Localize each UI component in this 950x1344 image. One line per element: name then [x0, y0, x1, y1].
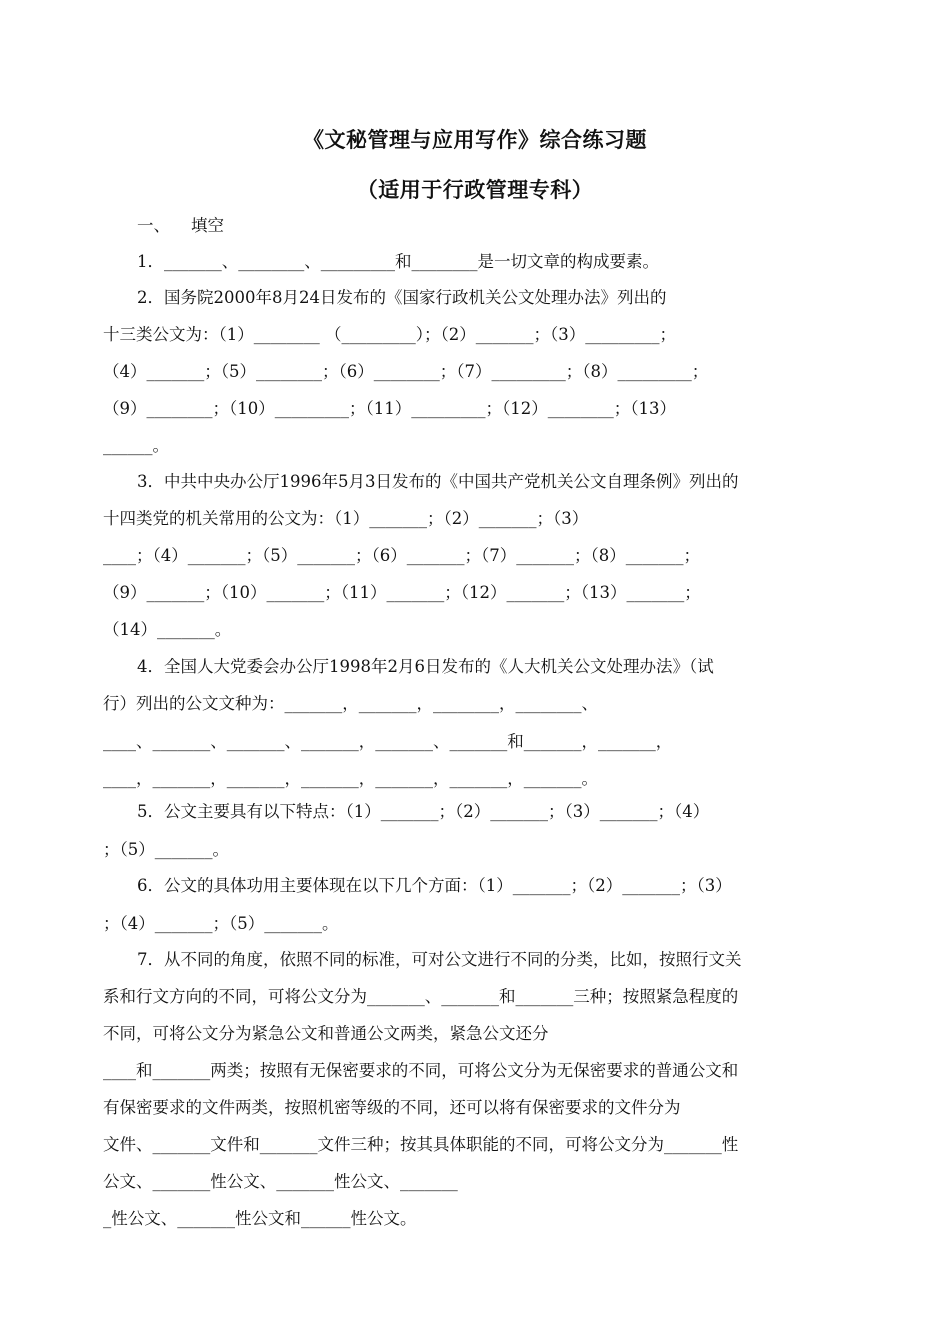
question-3-line-3: ____；（4）_______；（5）_______；（6）_______；（7）_______；（8）_______； [103, 546, 700, 565]
question-7-line-3: 不同，可将公文分为紧急公文和普通公文两类，紧急公文还分 [103, 1024, 549, 1043]
question-7-line-2: 系和行文方向的不同，可将公文分为_______、_______和_______三种；按照紧急程度的 [103, 987, 739, 1006]
question-3-line-1: 3．中共中央办公厅1996年5月3日发布的《中国共产党机关公文自理条例》列出的 [137, 472, 739, 491]
question-4-line-2: 行）列出的公文文种为：_______，_______，________，________、 [103, 694, 598, 713]
question-7-line-5: 有保密要求的文件两类，按照机密等级的不同，还可以将有保密要求的文件分为 [103, 1098, 681, 1117]
question-7-line-8: _性公文、_______性公文和______性公文。 [103, 1209, 417, 1228]
question-6-line-2: ；（4）_______；（5）_______。 [103, 914, 339, 933]
question-2-line-4: （9）________；（10）_________；（11）_________；（12）________；（13） [103, 399, 676, 418]
question-7-line-6: 文件、_______文件和_______文件三种；按其具体职能的不同，可将公文分为_______性 [103, 1135, 739, 1154]
question-6-line-1: 6．公文的具体功用主要体现在以下几个方面：（1）_______；（2）_______；（3） [137, 876, 732, 895]
question-2-line-5: ______。 [103, 436, 169, 455]
question-2-line-2: 十三类公文为：（1）________ （_________）；（2）_______；（3）_________； [103, 325, 676, 344]
question-4-line-1: 4．全国人大党委会办公厅1998年2月6日发布的《人大机关公文处理办法》（试 [137, 657, 714, 676]
question-4-line-4: ____，_______，_______，_______，_______，_______，_______。 [103, 769, 598, 788]
question-3-line-2: 十四类党的机关常用的公文为：（1）_______；（2）_______；（3） [103, 509, 589, 528]
question-7-line-1: 7．从不同的角度，依照不同的标准，可对公文进行不同的分类，比如，按照行文关 [137, 950, 742, 969]
question-7-line-4: ____和_______两类；按照有无保密要求的不同，可将公文分为无保密要求的普通公文和 [103, 1061, 739, 1080]
question-5-line-1: 5．公文主要具有以下特点：（1）_______；（2）_______；（3）_______；（4） [137, 802, 710, 821]
question-2-line-1: 2．国务院2000年8月24日发布的《国家行政机关公文处理办法》列出的 [137, 288, 667, 307]
question-5-line-2: ；（5）_______。 [103, 840, 229, 859]
section-heading: 一、 填空 [137, 216, 224, 235]
question-4-line-3: ____、_______、_______、_______，_______、_______和_______，_______， [103, 732, 673, 751]
question-7-line-7: 公文、_______性公文、_______性公文、_______ [103, 1172, 458, 1191]
question-3-line-5: （14）_______。 [103, 620, 232, 639]
document-subtitle: （适用于行政管理专科） [356, 177, 594, 202]
question-2-line-3: （4）_______；（5）________；（6）________；（7）_________；（8）_________； [103, 362, 709, 381]
question-1-line-1: 1．_______、________、_________和________是一切文章的构成要素。 [137, 252, 659, 271]
question-3-line-4: （9）_______；（10）_______；（11）_______；（12）_______；（13）_______； [103, 583, 701, 602]
document-title: 《文秘管理与应用写作》综合练习题 [303, 127, 647, 152]
